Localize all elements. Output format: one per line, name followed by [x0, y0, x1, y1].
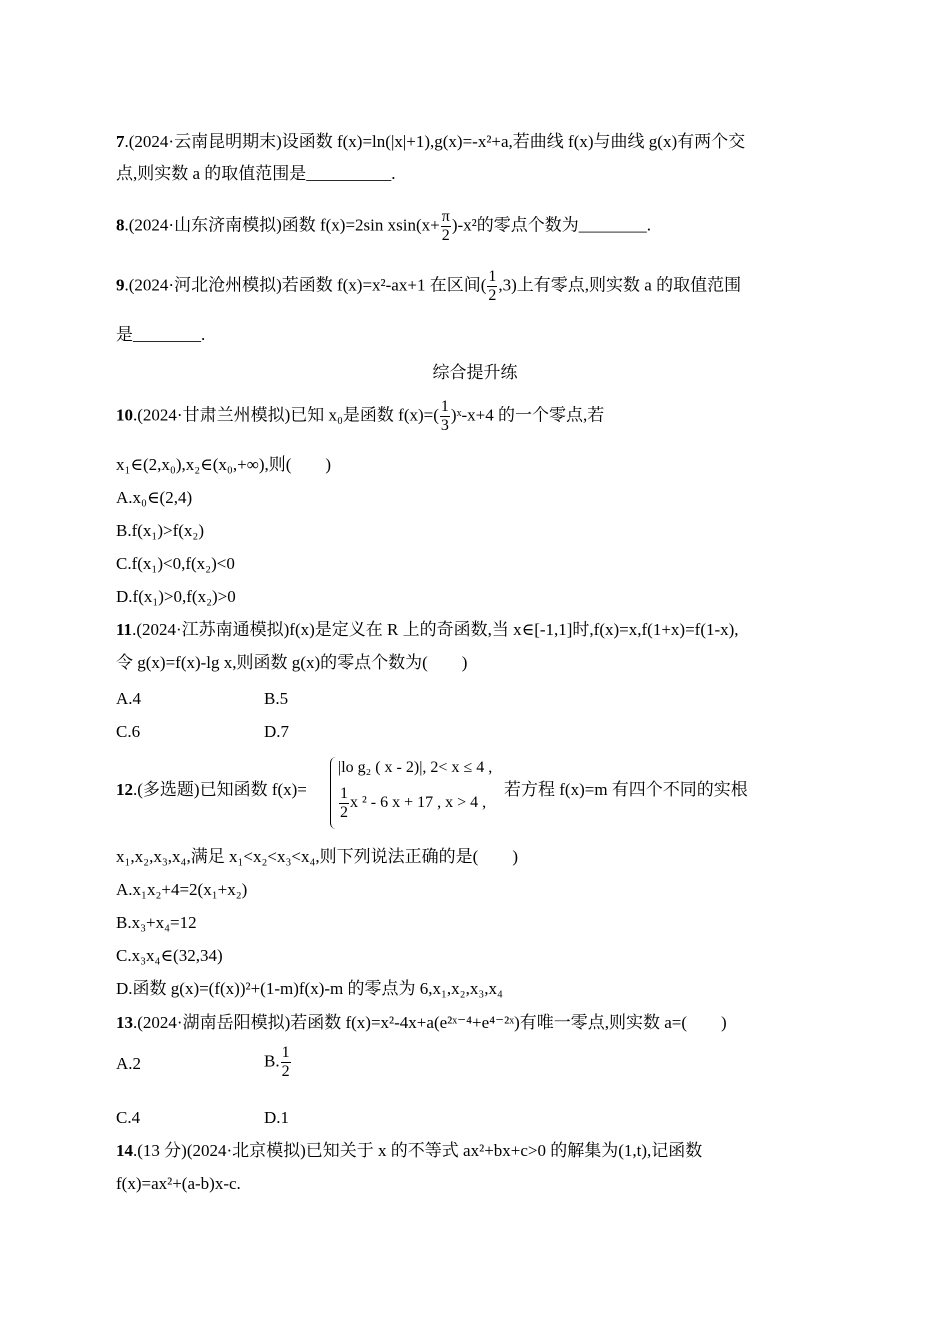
q13-option-a: A.2	[116, 1054, 142, 1073]
q11-line1	[116, 619, 739, 641]
q10-fraction	[440, 398, 450, 435]
q8-text-after: )-x²的零点个数为________.	[451, 215, 651, 235]
q10-text-before: .(2024·甘肃兰州模拟)已知 x₀是函数 f(x)=(	[133, 405, 439, 425]
q9-frac-numerator: 1	[488, 268, 497, 285]
q7-line2: 点,则实数 a 的取值范围是__________.	[116, 164, 396, 183]
q14-text: .(13 分)(2024·北京模拟)已知关于 x 的不等式 ax²+bx+c>0 的解集为(1,t),记函数	[133, 1141, 703, 1160]
piecewise-fraction	[339, 785, 349, 822]
q13-option-b-label: B.	[264, 1051, 280, 1071]
q13-option-b	[264, 1044, 292, 1081]
q14-line1	[116, 1140, 702, 1162]
q8-frac-numerator: π	[441, 208, 450, 225]
q13-option-b-numerator: 1	[281, 1044, 290, 1061]
q13-option-b-denominator: 2	[281, 1063, 290, 1080]
q10-frac-numerator: 1	[440, 398, 449, 415]
piecewise-case-1: |lo g₂ ( x - 2)|, 2< x ≤ 4 ,	[338, 759, 493, 776]
q8-number: 8	[116, 215, 125, 235]
q13-option-c: C.4	[116, 1108, 141, 1127]
q10-option-d: D.f(x₁)>0,f(x₂)>0	[116, 587, 236, 606]
section-title: 综合提升练	[432, 363, 518, 383]
q11-option-d: D.7	[264, 722, 290, 741]
q10-option-a: A.x₀∈(2,4)	[116, 488, 193, 507]
q12-line2: x₁,x₂,x₃,x₄,满足 x₁<x₂<x₃<x₄,则下列说法正确的是( )	[116, 847, 518, 866]
q9-line2: 是________.	[116, 325, 206, 344]
q12-option-c: C.x₃x₄∈(32,34)	[116, 946, 223, 965]
q11-line2: 令 g(x)=f(x)-lg x,则函数 g(x)的零点个数为( )	[116, 653, 468, 672]
piecewise-frac-numerator: 1	[340, 785, 348, 802]
q12-stem-prefix	[116, 779, 307, 801]
q9-fraction	[487, 268, 497, 305]
q14-number: 14	[116, 1141, 133, 1160]
q12-stem-suffix: 若方程 f(x)=m 有四个不同的实根	[504, 780, 748, 799]
q13-number: 13	[116, 1013, 133, 1032]
q11-option-b: B.5	[264, 689, 289, 708]
q11-text: .(2024·江苏南通模拟)f(x)是定义在 R 上的奇函数,当 x∈[-1,1]时,f(x)=x,f(1+x)=f(1-x),	[132, 620, 739, 639]
q10-line2: x₁∈(2,x₀),x₂∈(x₀,+∞),则( )	[116, 455, 332, 474]
q7-number: 7	[116, 132, 125, 151]
q8-line	[116, 208, 651, 245]
q12-text-before: .(多选题)已知函数 f(x)=	[133, 780, 307, 799]
q7-text: .(2024·云南昆明期末)设函数 f(x)=ln(|x|+1),g(x)=-x²+a,若曲线 f(x)与曲线 g(x)有两个交	[124, 132, 746, 151]
q8-fraction	[441, 208, 451, 245]
q10-option-c: C.f(x₁)<0,f(x₂)<0	[116, 554, 235, 573]
q13-option-d: D.1	[264, 1108, 290, 1127]
q8-frac-denominator: 2	[441, 227, 450, 244]
piecewise-frac-denominator: 2	[340, 804, 348, 821]
q9-text-after: ,3)上有零点,则实数 a 的取值范围	[498, 275, 742, 295]
q14-line2: f(x)=ax²+(a-b)x-c.	[116, 1174, 241, 1193]
q13-text: .(2024·湖南岳阳模拟)若函数 f(x)=x²-4x+a(e²ˣ⁻⁴+e⁴⁻²ˣ)有唯一零点,则实数 a=( )	[133, 1013, 727, 1032]
q12-option-b: B.x₃+x₄=12	[116, 913, 197, 932]
q12-option-a: A.x₁x₂+4=2(x₁+x₂)	[116, 880, 248, 899]
q12-number: 12	[116, 780, 133, 799]
q10-line1	[116, 398, 604, 435]
q10-text-after: )ˣ-x+4 的一个零点,若	[450, 405, 605, 425]
piecewise-case-2	[338, 785, 486, 822]
q11-option-c: C.6	[116, 722, 141, 741]
piecewise-case-2-text: x ² - 6 x + 17 , x > 4 ,	[350, 794, 487, 812]
q9-frac-denominator: 2	[488, 287, 497, 304]
q10-number: 10	[116, 405, 133, 425]
q12-option-d: D.函数 g(x)=(f(x))²+(1-m)f(x)-m 的零点为 6,x₁,x₂,x₃,x₄	[116, 979, 503, 998]
q10-frac-denominator: 3	[440, 417, 449, 434]
q13-option-b-fraction	[281, 1044, 291, 1081]
q11-option-a: A.4	[116, 689, 142, 708]
q11-number: 11	[116, 620, 133, 639]
q13-line1	[116, 1012, 727, 1034]
q7-line1	[116, 131, 745, 153]
q9-text-before: .(2024·河北沧州模拟)若函数 f(x)=x²-ax+1 在区间(	[124, 275, 487, 295]
q9-line1	[116, 268, 741, 305]
q8-text-before: .(2024·山东济南模拟)函数 f(x)=2sin xsin(x+	[124, 215, 440, 235]
q9-number: 9	[116, 275, 125, 295]
q10-option-b: B.f(x₁)>f(x₂)	[116, 521, 204, 540]
